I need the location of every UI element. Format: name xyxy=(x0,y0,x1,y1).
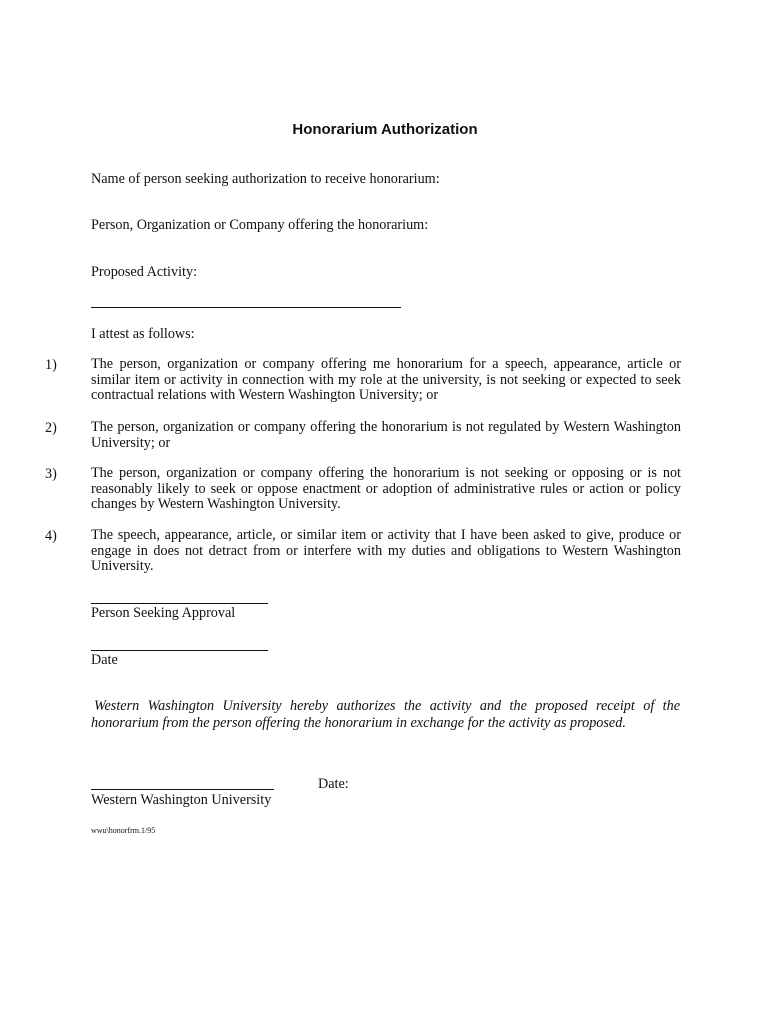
date-signature-line[interactable] xyxy=(91,650,268,651)
university-signature-line[interactable] xyxy=(91,789,274,790)
document-title: Honorarium Authorization xyxy=(292,121,478,138)
activity-field-label: Proposed Activity: xyxy=(91,264,198,280)
attest-intro: I attest as follows: xyxy=(91,326,195,342)
university-signature-label: Western Washington University xyxy=(91,792,272,808)
item-number: 3) xyxy=(45,466,57,482)
item-number: 1) xyxy=(45,357,57,373)
attestation-item: The person, organization or company offering the honorarium is not seeking or opposing or is not reasonably likely to seek or oppose enactment or adoption of administrative rules or action or policy changes by Western Washington University. xyxy=(91,465,681,512)
offering-field-label: Person, Organization or Company offering the honorarium: xyxy=(91,217,429,233)
item-number: 2) xyxy=(45,420,57,436)
activity-answer-line[interactable] xyxy=(91,307,401,308)
date-label: Date xyxy=(91,652,118,668)
name-field-label: Name of person seeking authorization to receive honorarium: xyxy=(91,171,440,187)
attestation-item: The speech, appearance, article, or similar item or activity that I have been asked to give, produce or engage in does not detract from or interfere with my duties and obligations to Western Washington University. xyxy=(91,527,681,574)
person-seeking-approval-label: Person Seeking Approval xyxy=(91,605,236,621)
attestation-item: The person, organization or company offering the honorarium is not regulated by Western Washington University; or xyxy=(91,419,681,451)
university-date-label: Date: xyxy=(318,776,349,792)
person-signature-line[interactable] xyxy=(91,603,268,604)
authorization-statement: Western Washington University hereby authorizes the activity and the proposed receipt of the honorarium from the person offering the honorarium in exchange for the activity as proposed. xyxy=(91,698,680,731)
form-code: wwu\honorfrm.1/95 xyxy=(91,826,156,835)
item-number: 4) xyxy=(45,528,57,544)
attestation-item: The person, organization or company offering me honorarium for a speech, appearance, article or similar item or activity in connection with my role at the university, is not seeking or expected to seek contractual relations with Western Washington University; or xyxy=(91,356,681,403)
